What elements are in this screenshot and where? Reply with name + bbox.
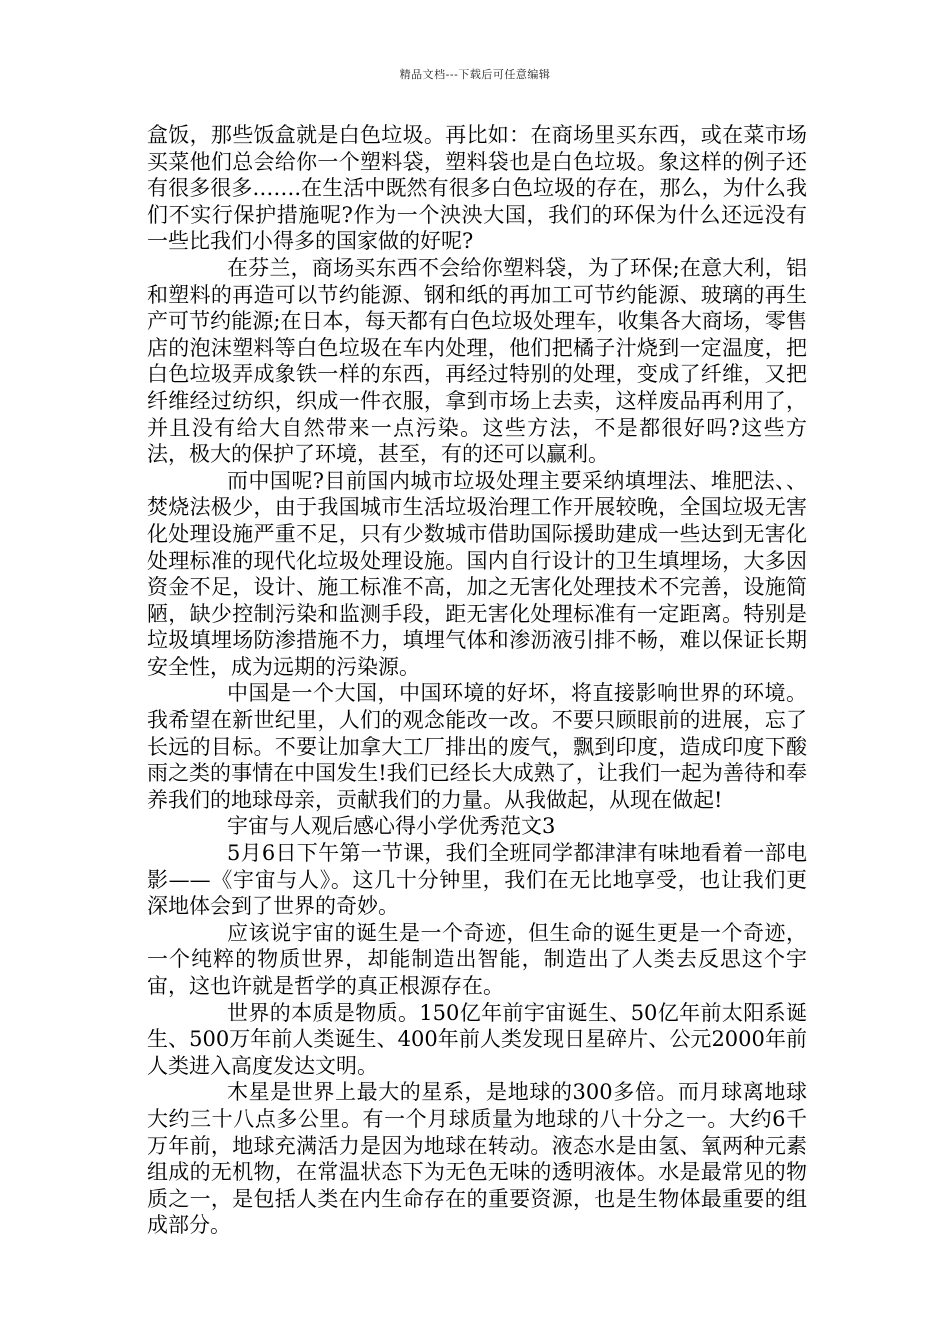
paragraph: 而中国呢?目前国内城市垃圾处理主要采纳填埋法、堆肥法、、焚烧法极少，由于我国城市生活垃圾治理工作开展较晚，全国垃圾无害化处理设施严重不足，只有少数城市借助国际援助建成一些达到无害化处理标准的现代化垃圾处理设施。国内自行设计的卫生填埋场，大多因资金不足，设计、施工标准不高，加之无害化处理技术不完善，设施简陋，缺少控制污染和监测手段，距无害化处理标准有一定距离。特别是垃圾填埋场防渗措施不力，填埋气体和渗沥液引排不畅，难以保证长期安全性，成为远期的污染源。 <box>147 468 807 679</box>
section-title: 宇宙与人观后感心得小学优秀范文3 <box>227 814 556 839</box>
page-header: 精品文档---下载后可任意编辑 <box>399 68 551 81</box>
paragraph: 5月6日下午第一节课，我们全班同学都津津有味地看着一部电影——《宇宙与人》。这几十分钟里，我们在无比地享受，也让我们更深地体会到了世界的奇妙。 <box>147 841 807 919</box>
paragraph: 盒饭，那些饭盒就是白色垃圾。再比如：在商场里买东西，或在菜市场买菜他们总会给你一个塑料袋，塑料袋也是白色垃圾。象这样的例子还有很多很多…….在生活中既然有很多白色垃圾的存在，那么，为什么我们不实行保护措施呢?作为一个泱泱大国，我们的环保为什么还远没有一些比我们小得多的国家做的好呢? <box>147 123 807 254</box>
paragraph: 应该说宇宙的诞生是一个奇迹，但生命的诞生更是一个奇迹，一个纯粹的物质世界，却能制造出智能，制造出了人类去反思这个宇宙，这也许就是哲学的真正根源存在。 <box>147 920 807 998</box>
document-body <box>147 122 807 1239</box>
paragraph: 世界的本质是物质。150亿年前宇宙诞生、50亿年前太阳系诞生、500万年前人类诞生、400年前人类发现日星碎片、公元2000年前人类进入高度发达文明。 <box>147 1000 807 1078</box>
paragraph: 中国是一个大国，中国环境的好坏，将直接影响世界的环境。我希望在新世纪里，人们的观念能改一改。不要只顾眼前的进展，忘了长远的目标。不要让加拿大工厂排出的废气，飘到印度，造成印度下酸雨之类的事情在中国发生!我们已经长大成熟了，让我们一起为善待和奉养我们的地球母亲，贡献我们的力量。从我做起，从现在做起! <box>147 681 807 812</box>
paragraph: 在芬兰，商场买东西不会给你塑料袋，为了环保;在意大利，铝和塑料的再造可以节约能源、钢和纸的再加工可节约能源、玻璃的再生产可节约能源;在日本，每天都有白色垃圾处理车，收集各大商场，零售店的泡沫塑料等白色垃圾在车内处理，他们把橘子汁烧到一定温度，把白色垃圾弄成象铁一样的东西，再经过特别的处理，变成了纤维，又把纤维经过纺织，织成一件衣服，拿到市场上去卖，这样废品再利用了，并且没有给大自然带来一点污染。这些方法，不是都很好吗?这些方法，极大的保护了环境，甚至，有的还可以赢利。 <box>147 255 807 467</box>
paragraph: 木星是世界上最大的星系，是地球的300多倍。而月球离地球大约三十八点多公里。有一个月球质量为地球的八十分之一。大约6千万年前，地球充满活力是因为地球在转动。液态水是由氢、氧两种元素组成的无机物，在常温状态下为无色无味的透明液体。水是最常见的物质之一，是包括人类在内生命存在的重要资源，也是生物体最重要的组成部分。 <box>147 1080 807 1238</box>
